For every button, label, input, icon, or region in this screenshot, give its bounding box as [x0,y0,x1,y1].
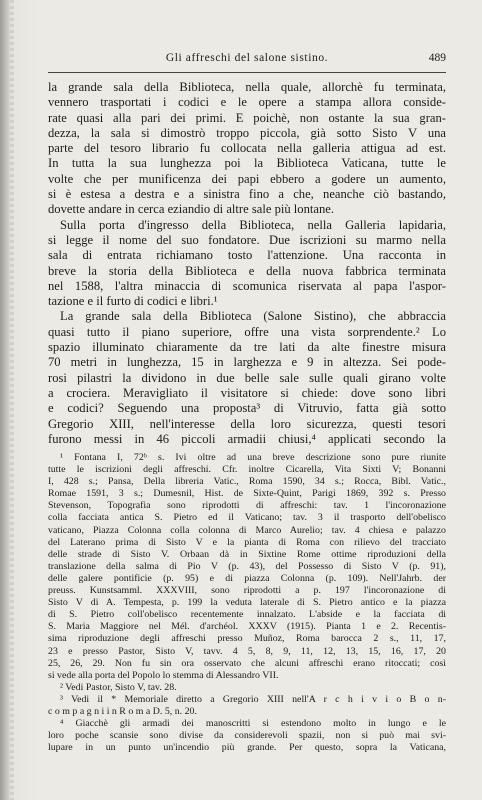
footnote-line: c o m p a g n i i n R o m a D. 5, n. 20. [48,705,197,717]
footnote-line: translazione della salma di Pio V (p. 43), del Possesso di Sisto V (p. 91), [48,560,446,572]
footnote-line: lupare in un punto un'incendio più grande. Per questo, sopra la Vaticana, [48,742,446,754]
text-line: La grande sala della Biblioteca (Salone Sistino), che abbraccia [60,309,446,324]
text-line: si è estesa a destra e a sinistra fino a che, neanche ciò bastando, [48,187,446,202]
text-line: tazione e il furto di codici e libri.¹ [48,294,218,309]
text-line: sala di entrata richiamano tosto l'attenzione. Una racconta in [48,248,446,263]
footnote-line: si vede alla porta del Popolo lo stemma di Alessandro VII. [48,669,279,681]
footnote-line: colla facciata antica S. Pietro ed il Vaticano; tav. 3 il trasporto dell'obelisco [48,512,446,524]
footnote-line: 23 e presso Pastor, Sisto V, tavv. 4 5, 8, 9, 11, 12, 13, 15, 16, 17, 20 [48,645,446,657]
footnote-line: ³ Vedi il * Memoriale diretto a Gregorio XIII nell'A r c h i v i o B o n- [60,693,446,705]
text-line: spazio illuminato chiaramente da tre lati da alte finestre misura [48,340,446,355]
footnote-line: loro poche scansie sono divise da considerevoli spazii, non si può mai svi- [48,730,446,742]
footnote-line: Stevenson, Topografia sono riprodotti di affreschi: tav. 1 l'incoronazione [48,500,446,512]
header-rule [48,72,446,73]
gutter-shadow [0,0,10,800]
text-line: In tutta la sua lunghezza poi la Biblioteca Vaticana, tutte le [48,156,446,171]
text-line: Sulla porta d'ingresso della Biblioteca, nella Galleria lapidaria, [60,217,446,232]
main-text [48,80,446,447]
text-line: e codici? Seguendo una proposta³ di Vitruvio, fatta già sotto [48,401,446,416]
footnote-line: delle strade di Sisto V. Orbaan dà in Sixtine Rome ottime riproduzioni della [48,548,446,560]
text-line: Gregorio XIII, nell'interesse della loro sicurezza, questi tesori [48,416,446,431]
footnote-line: ² Vedi Pastor, Sisto V, tav. 28. [60,681,177,693]
text-line: breve la storia della Biblioteca e della nuova fabbrica terminata [48,263,446,278]
text-line: nel 1588, l'altra minaccia di scomunica riservata al papa l'aspor- [48,278,446,293]
text-line: dezza, la sala si dimostrò troppo piccola, già sotto Sisto V una [48,125,446,140]
text-line: vennero trasportati i codici e le opere a stampa allora conside- [48,95,446,110]
footnote-line: 25, 26, 29. Non fu sin ora osservato che alcuni affreschi erano ritoccati; così [48,657,446,669]
footnote-line: di S. Pietro coll'obelisco recentemente innalzato. L'abside e la facciata di [48,609,446,621]
footnote-line: preuss. Kunstsamml. XXXVIII, sono riprodotti a p. 197 l'incoronazione di [48,585,446,597]
footnote-line: delle galere pontificie (p. 95) e di piazza Colonna (p. 109). Nell'Jahrb. der [48,572,446,584]
running-title: Gli affreschi del salone sistino. [165,52,329,64]
text-line: rate quasi alla pari dei primi. E poichè, non ostante la sua gran- [48,110,446,125]
page-number: 489 [428,52,446,64]
footnote-line: del Laterano prima di Sisto V e la pianta di Roma con rilievo del tracciato [48,536,446,548]
footnote-line: sima riproduzione degli affreschi presso Muñoz, Roma barocca 2 s., 11, 17, [48,633,446,645]
footnote-line: Romae 1591, 3 s.; Dumesnil, Hist. de Sixte-Quint, Parigi 1869, 392 s. Presso [48,488,446,500]
text-line: parte del tesoro librario fu collocata nella galleria attigua ad est. [48,141,446,156]
footnote-line: ¹ Fontana I, 72ᵇ s. Ivi oltre ad una breve descrizione sono pure riunite [60,452,446,463]
footnote-line: I, 428 s.; Pansa, Della libreria Vatic., Roma 1590, 34 s.; Rocca, Bibl. Vatic., [48,476,446,488]
text-line: rosi pilastri la dividono in due belle sale sulle quali girano volte [48,370,446,385]
text-line: 70 metri in lunghezza, 15 in larghezza e 9 in altezza. Sei pode- [48,355,446,370]
text-line: la grande sala della Biblioteca, nella quale, allorchè fu terminata, [48,80,446,94]
footnote-line: Sisto V di A. Tempesta, p. 199 la veduta laterale di S. Pietro antico e la piazza [48,597,446,609]
text-line: dovette andare in cerca eziandio di altre sale più lontane. [48,202,335,217]
footnotes [48,452,446,754]
scan-edge-strip [10,0,14,800]
text-line: si legge il nome del suo fondatore. Due iscrizioni su marmo nella [48,232,446,247]
text-line: volte che per munificenza dei papi ebbero a godere un aumento, [48,171,446,186]
text-line: furono messi in 46 piccoli armadii chiusi,⁴ applicati secondo la [48,431,446,446]
footnote-line: tutte le iscrizioni degli affreschi. Cfr. inoltre Cicarella, Vita Sixti V; Bonanni [48,464,446,476]
footnote-line: S. Maria Maggiore nel Mél. d'archéol. XXXV (1915). Pianta 1 e 2. Recentis- [48,621,446,633]
footnote-line: ⁴ Giacchè gli armadi dei manoscritti si estendono molto in lungo e le [60,718,446,730]
footnote-line: vaticano, Piazza Colonna colla colonna di Marco Aurelio; tav. 4 chiesa e palazzo [48,524,446,536]
page-header [48,52,446,70]
text-line: a crociera. Meravigliato il visitatore si chiede: dove sono libri [48,385,446,400]
text-line: quasi tutto il piano superiore, offre una vista sorprendente.² Lo [48,324,446,339]
